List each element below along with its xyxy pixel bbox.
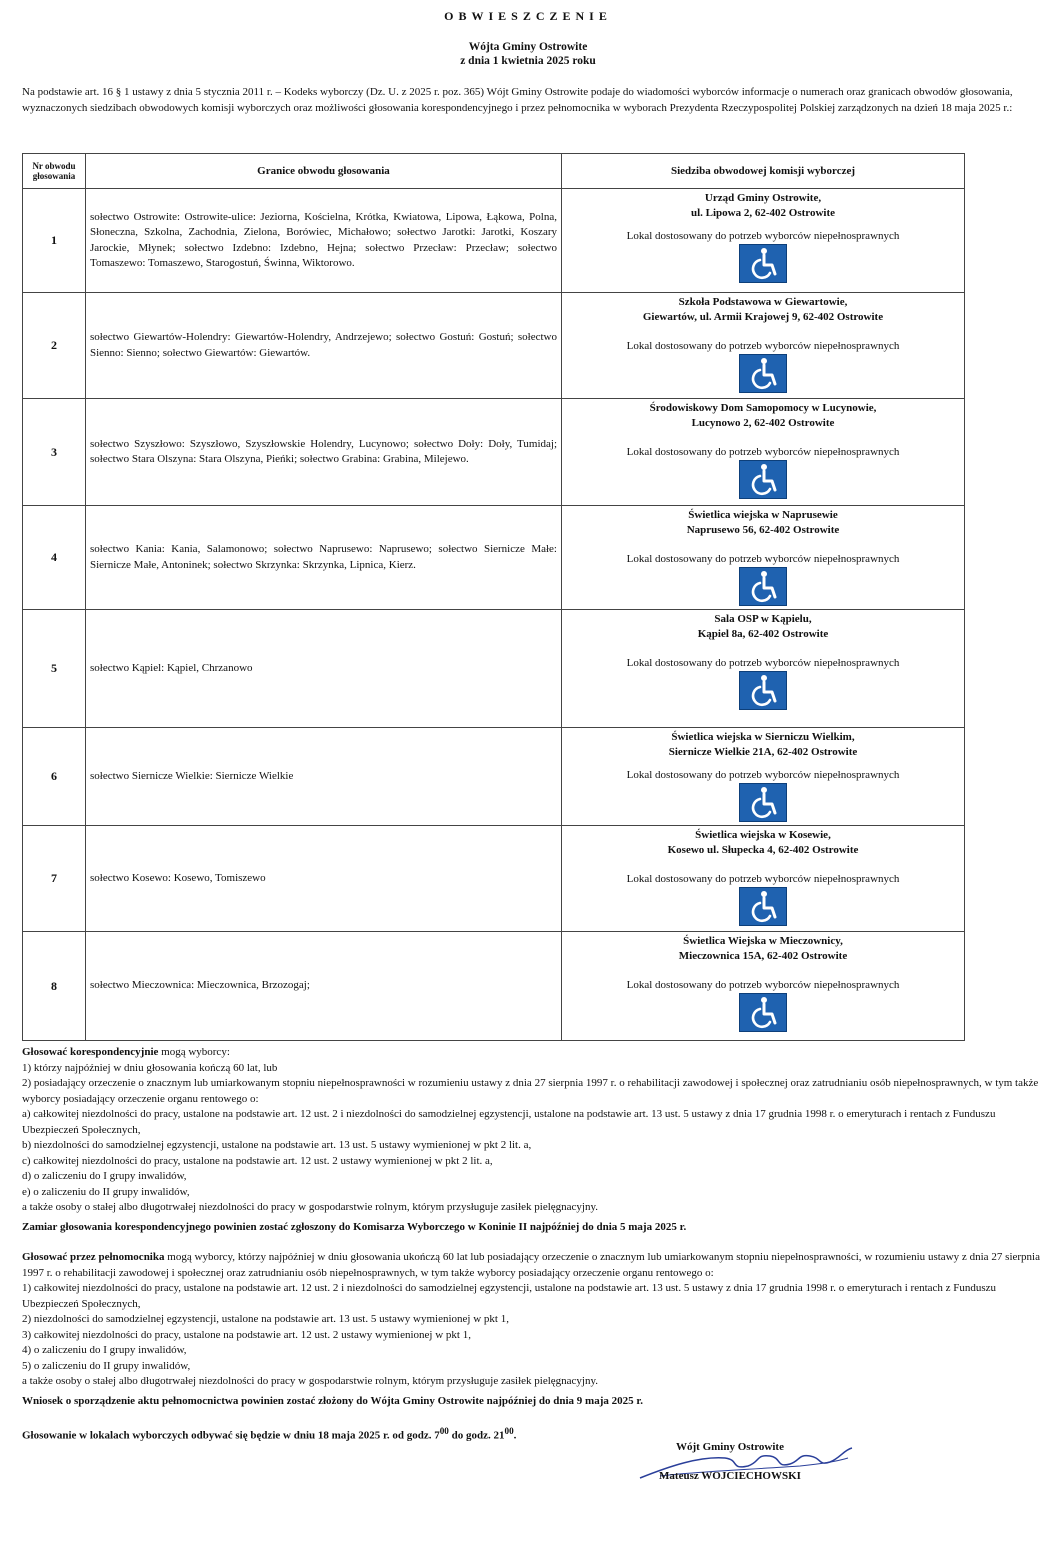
seat-address: Kosewo ul. Słupecka 4, 62-402 Ostrowite: [667, 844, 859, 856]
list-item: 2) niezdolności do samodzielnej egzystencji, ustalone na podstawie art. 13 ust. 5 ustawy wymienionej w pkt 1,: [22, 1313, 509, 1325]
list-item: b) niezdolności do samodzielnej egzystencji, ustalone na podstawie art. 13 ust. 5 ustawy wymienionej w pkt 2 lit. a,: [22, 1139, 532, 1151]
seat-name: Środowiskowy Dom Samopomocy w Lucynowie,: [649, 402, 877, 414]
district-number: 6: [23, 728, 86, 826]
table-row: [23, 293, 965, 399]
issuer-line: Wójta Gminy Ostrowite: [468, 41, 588, 53]
signature-block: [600, 1440, 860, 1484]
list-item: 1) którzy najpóźniej w dniu głosowania kończą 60 lat, lub: [22, 1061, 278, 1074]
wheelchair-accessibility-icon: [739, 671, 787, 710]
table-row: [23, 189, 965, 293]
table-row: [23, 506, 965, 610]
district-boundaries: sołectwo Ostrowite: Ostrowite-ulice: Jeziorna, Kościelna, Krótka, Kwiatowa, Lipowa, Łąkowa, Polna, Słoneczna, Szkolna, Zachodnia, Zielona, Borówiec, Michałowo; sołectwo Jarotki: Jarotki, Koszary Jarockie, Młynek; sołectwo Izdebno: Izdebno, Hejna; sołectwo Przecław: Przecław; sołectwo Tomaszewo: Tomaszewo, Starogostuń, Świnna, Wiktorowo.: [86, 189, 562, 293]
header-seat: Siedziba obwodowej komisji wyborczej: [562, 154, 965, 189]
seat-name: Świetlica wiejska w Sierniczu Wielkim,: [671, 731, 855, 743]
wheelchair-accessibility-icon: [739, 354, 787, 393]
commission-seat: [562, 932, 965, 1041]
correspondence-deadline: Zamiar głosowania korespondencyjnego powinien zostać zgłoszony do Komisarza Wyborczego w Koninie II najpóźniej do dnia 5 maja 2025 r.: [22, 1220, 687, 1233]
district-boundaries: sołectwo Kąpiel: Kąpiel, Chrzanowo: [86, 610, 562, 728]
list-item: 5) o zaliczeniu do II grupy inwalidów,: [22, 1359, 191, 1372]
wheelchair-accessibility-icon: [739, 460, 787, 499]
document-title: OBWIESZCZENIE: [444, 9, 612, 23]
seat-name: Urząd Gminy Ostrowite,: [704, 192, 822, 204]
table-body: [23, 189, 965, 1041]
wheelchair-accessibility-icon: [739, 783, 787, 822]
seat-name: Świetlica wiejska w Kosewie,: [695, 829, 831, 841]
signatory-name: Mateusz WOJCIECHOWSKI: [659, 1470, 801, 1482]
proxy-lead: Głosować przez pełnomocnika mogą wyborcy, którzy najpóźniej w dniu głosowania ukończą 60 lat lub posiadający orzeczenie o znacznym lub umiarkowanym stopniu niepełnosprawności, w rozumieniu ustawy z dnia 27 sierpnia 1997 r. o rehabilitacji zawodowej i społecznej oraz zatrudnianiu osób niepełnosprawnych, w tym także wyborcy posiadający orzeczenie organu rentowego o:: [22, 1251, 1040, 1279]
list-item: 2) posiadający orzeczenie o znacznym lub umiarkowanym stopniu niepełnosprawności w rozumieniu ustawy z dnia 27 sierpnia 1997 r. o rehabilitacji zawodowej i społecznej oraz zatrudnianiu osób niepełnosprawnych, w tym także wyborcy posiadający orzeczenie organu rentowego o:: [22, 1077, 1039, 1105]
seat-address: Siernicze Wielkie 21A, 62-402 Ostrowite: [668, 746, 858, 758]
commission-seat: [562, 506, 965, 610]
list-item: 3) całkowitej niezdolności do pracy, ustalone na podstawie art. 12 ust. 2 ustawy wymienionej w pkt 1,: [22, 1328, 471, 1341]
list-item: d) o zaliczeniu do I grupy inwalidów,: [22, 1170, 187, 1182]
seat-address: Kąpiel 8a, 62-402 Ostrowite: [697, 628, 829, 640]
accessibility-note: Lokal dostosowany do potrzeb wyborców niepełnosprawnych: [626, 553, 900, 565]
district-number: 2: [23, 293, 86, 399]
wheelchair-accessibility-icon: [739, 887, 787, 926]
district-number: 3: [23, 399, 86, 506]
district-boundaries: sołectwo Giewartów-Holendry: Giewartów-Holendry, Andrzejewo; sołectwo Gostuń: Gostuń; sołectwo Sienno: Sienno; sołectwo Giewartów: Giewartów.: [86, 293, 562, 399]
district-boundaries: sołectwo Szyszłowo: Szyszłowo, Szyszłowskie Holendry, Lucynowo; sołectwo Doły: Doły, Tumidaj; sołectwo Stara Olszyna: Stara Olszyna, Pieńki; sołectwo Grabina: Grabina, Milejewo.: [86, 399, 562, 506]
date-line: z dnia 1 kwietnia 2025 roku: [460, 55, 596, 67]
commission-seat: [562, 610, 965, 728]
seat-address: Giewartów, ul. Armii Krajowej 9, 62-402 Ostrowite: [642, 311, 884, 323]
accessibility-note: Lokal dostosowany do potrzeb wyborców niepełnosprawnych: [626, 873, 900, 885]
header-boundaries: Granice obwodu głosowania: [86, 154, 562, 189]
list-item: c) całkowitej niezdolności do pracy, ustalone na podstawie art. 12 ust. 2 ustawy wymienionej w pkt 2 lit. a,: [22, 1154, 493, 1167]
commission-seat: [562, 293, 965, 399]
list-item: a) całkowitej niezdolności do pracy, ustalone na podstawie art. 12 ust. 2 i niezdolności do samodzielnej egzystencji, ustalone na podstawie art. 13 ust. 5 ustawy z dnia 17 grudnia 1998 r. o emeryturach i rentach z Funduszu Ubezpieczeń Społecznych,: [22, 1108, 996, 1136]
table-row: [23, 826, 965, 932]
districts-table: [22, 153, 965, 1041]
table-row: [23, 932, 965, 1041]
header-number: Nr obwodu głosowania: [23, 154, 86, 189]
district-boundaries: sołectwo Kosewo: Kosewo, Tomiszewo: [86, 826, 562, 932]
district-boundaries: sołectwo Siernicze Wielkie: Siernicze Wielkie: [86, 728, 562, 826]
table-row: [23, 610, 965, 728]
table-header-row: [23, 154, 965, 189]
seat-address: Naprusewo 56, 62-402 Ostrowite: [686, 524, 840, 536]
table-row: [23, 728, 965, 826]
correspondence-list: [22, 1061, 1040, 1216]
seat-address: Mieczownica 15A, 62-402 Ostrowite: [678, 950, 848, 962]
commission-seat: [562, 189, 965, 293]
accessibility-note: Lokal dostosowany do potrzeb wyborców niepełnosprawnych: [626, 230, 900, 242]
district-number: 1: [23, 189, 86, 293]
list-item: 1) całkowitej niezdolności do pracy, ustalone na podstawie art. 12 ust. 2 i niezdolności do samodzielnej egzystencji, ustalone na podstawie art. 13 ust. 5 ustawy z dnia 17 grudnia 1998 r. o emeryturach i rentach z Funduszu Ubezpieczeń Społecznych,: [22, 1282, 997, 1310]
list-item: e) o zaliczeniu do II grupy inwalidów,: [22, 1185, 190, 1198]
seat-name: Sala OSP w Kąpielu,: [714, 613, 812, 625]
accessibility-note: Lokal dostosowany do potrzeb wyborców niepełnosprawnych: [626, 657, 900, 669]
list-item: 4) o zaliczeniu do I grupy inwalidów,: [22, 1344, 187, 1356]
accessibility-note: Lokal dostosowany do potrzeb wyborców niepełnosprawnych: [626, 769, 900, 781]
proxy-list: [22, 1281, 1040, 1390]
table-row: [23, 399, 965, 506]
district-boundaries: sołectwo Mieczownica: Mieczownica, Brzozogaj;: [86, 932, 562, 1041]
seat-name: Świetlica Wiejska w Mieczownicy,: [683, 935, 843, 947]
district-number: 5: [23, 610, 86, 728]
commission-seat: [562, 399, 965, 506]
district-boundaries: sołectwo Kania: Kania, Salamonowo; sołectwo Naprusewo: Naprusewo; sołectwo Siernicze Małe: Siernicze Małe, Antoninek; sołectwo Skrzynka: Skrzynka, Lipnica, Kierz.: [86, 506, 562, 610]
voting-rules: [22, 1045, 1040, 1444]
list-item: a także osoby o stałej albo długotrwałej niezdolności do pracy w gospodarstwie rolnym, którym przysługuje zasiłek pielęgnacyjny.: [22, 1375, 599, 1387]
accessibility-note: Lokal dostosowany do potrzeb wyborców niepełnosprawnych: [626, 446, 900, 458]
proxy-deadline: Wniosek o sporządzenie aktu pełnomocnictwa powinien zostać złożony do Wójta Gminy Ostrowite najpóźniej do dnia 9 maja 2025 r.: [22, 1394, 644, 1407]
list-item: a także osoby o stałej albo długotrwałej niezdolności do pracy w gospodarstwie rolnym, którym przysługuje zasiłek pielęgnacyjny.: [22, 1201, 599, 1213]
intro-paragraph: Na podstawie art. 16 § 1 ustawy z dnia 5 stycznia 2011 r. – Kodeks wyborczy (Dz. U. z 2025 r. poz. 365) Wójt Gminy Ostrowite podaje do wiadomości wyborców informacje o numerach oraz granicach obwodów głosowania, wyznaczonych siedzibach obwodowych komisji wyborczych oraz możliwości głosowania korespondencyjnego i przez pełnomocnika w wyborach Prezydenta Rzeczypospolitej Polskiej zarządzonych na dzień 18 maja 2025 r.:: [22, 86, 1013, 114]
district-number: 4: [23, 506, 86, 610]
district-number: 8: [23, 932, 86, 1041]
accessibility-note: Lokal dostosowany do potrzeb wyborców niepełnosprawnych: [626, 340, 900, 352]
district-number: 7: [23, 826, 86, 932]
seat-name: Szkoła Podstawowa w Giewartowie,: [678, 296, 848, 308]
commission-seat: [562, 728, 965, 826]
accessibility-note: Lokal dostosowany do potrzeb wyborców niepełnosprawnych: [626, 979, 900, 991]
seat-address: ul. Lipowa 2, 62-402 Ostrowite: [690, 207, 836, 219]
voting-hours: Głosowanie w lokalach wyborczych odbywać się będzie w dniu 18 maja 2025 r. od godz. $7^{00}$ do godz. $21^{00}$.: [22, 1426, 517, 1442]
wheelchair-accessibility-icon: [739, 244, 787, 283]
correspondence-lead: Głosować korespondencyjnie mogą wyborcy:: [22, 1046, 230, 1058]
wheelchair-accessibility-icon: [739, 567, 787, 606]
seat-address: Lucynowo 2, 62-402 Ostrowite: [691, 417, 835, 429]
commission-seat: [562, 826, 965, 932]
seat-name: Świetlica wiejska w Naprusewie: [688, 509, 838, 521]
signatory-office: Wójt Gminy Ostrowite: [676, 1441, 784, 1453]
wheelchair-accessibility-icon: [739, 993, 787, 1032]
